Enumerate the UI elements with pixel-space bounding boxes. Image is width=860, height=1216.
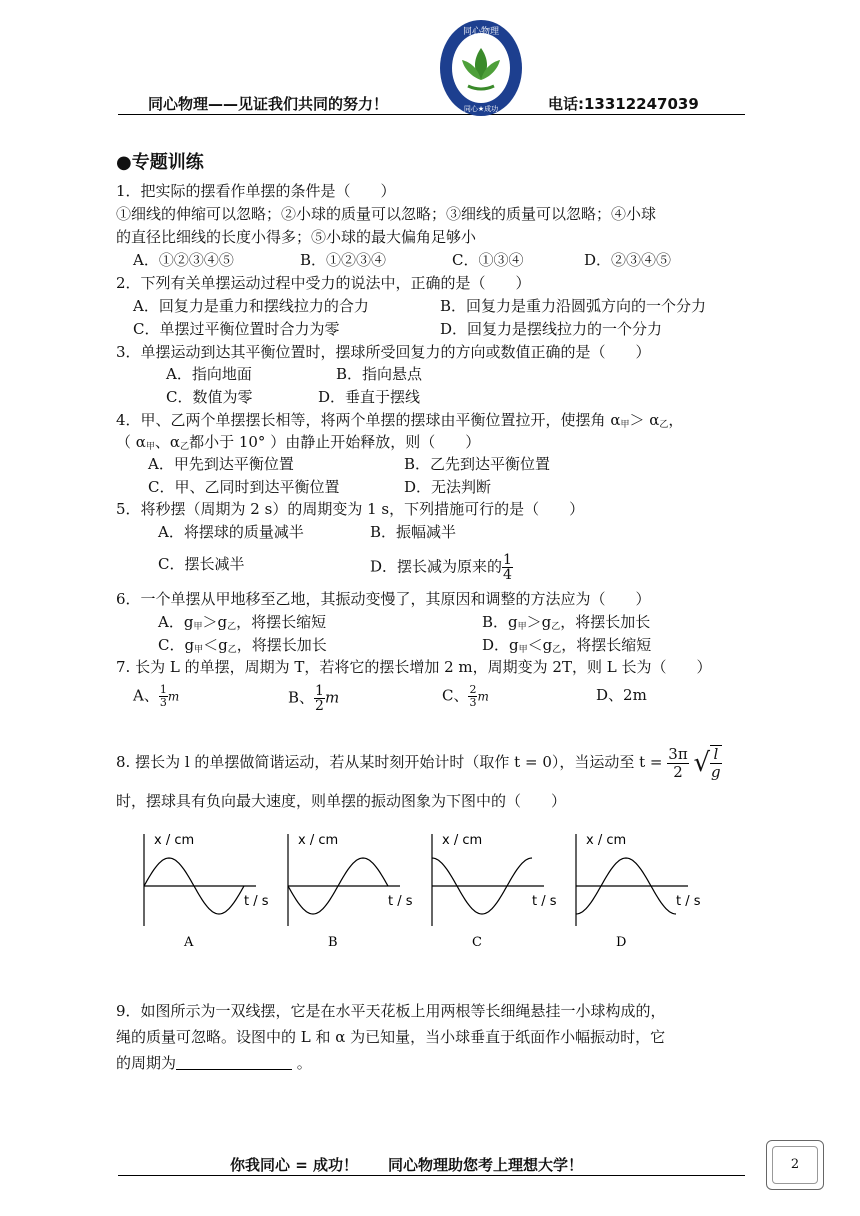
q5-option-b: B．振幅减半 <box>370 523 457 541</box>
q1-option-c: C．①③④ <box>452 251 524 269</box>
q9-line1: 9．如图所示为一双线摆，它是在水平天花板上用两根等长细绳悬挂一小球构成的， <box>116 1002 666 1020</box>
x-axis-label: t / s <box>676 894 701 909</box>
page-number: 2 <box>772 1146 818 1184</box>
q2-option-d: D．回复力是摆线拉力的一个分力 <box>440 320 663 338</box>
q1-line3: 的直径比细线的长度小得多；⑤小球的最大偏角足够小 <box>116 228 477 246</box>
y-axis-label: x / cm <box>442 833 483 848</box>
y-axis-label: x / cm <box>154 833 195 848</box>
q6-option-c: C．$g_甲<g_乙$，将摆长加长 <box>158 636 327 655</box>
q4-option-a: A．甲先到达平衡位置 <box>148 455 294 473</box>
q3-stem: 3．单摆运动到达其平衡位置时，摆球所受回复力的方向或数值正确的是（ ） <box>116 343 651 361</box>
q1-option-a: A．①②③④⑤ <box>133 251 234 269</box>
q7-option-a: A、 $\frac{1}{3}$ m <box>133 683 180 709</box>
graph-letter: A <box>184 935 194 950</box>
q6-option-a: A．$g_甲>g_乙$，将摆长缩短 <box>158 613 327 632</box>
header-rule <box>118 114 745 115</box>
logo-text-bottom: 同心★成功 <box>463 105 499 113</box>
q7-option-c: C、 $\frac{2}{3}$ m <box>442 683 489 709</box>
q1-option-d: D．②③④⑤ <box>584 251 672 269</box>
page-number-box <box>766 1140 824 1190</box>
q4-option-c: C．甲、乙同时到达平衡位置 <box>148 478 340 496</box>
y-axis-label: x / cm <box>298 833 339 848</box>
graph-D <box>576 833 701 950</box>
q1-option-b: B．①②③④ <box>300 251 387 269</box>
q4-option-b: B．乙先到达平衡位置 <box>404 455 551 473</box>
logo-text-top: 同心物理 <box>462 27 500 37</box>
q2-stem: 2．下列有关单摆运动过程中受力的说法中，正确的是（ ） <box>116 274 531 292</box>
footer-rule <box>118 1175 745 1176</box>
q7-stem: 7. 长为 L 的单摆，周期为 T，若将它的摆长增加 2 m，周期变为 2T，则 L 长为（ ） <box>116 658 712 676</box>
q6-stem: 6．一个单摆从甲地移至乙地，其振动变慢了，其原因和调整的方法应为（ ） <box>116 590 651 608</box>
q5-option-d: D．摆长减为原来的 $\frac{1}{4}$ <box>370 552 512 583</box>
x-axis-label: t / s <box>244 894 269 909</box>
graph-letter: B <box>328 935 338 950</box>
section-title: ●专题训练 <box>116 152 204 173</box>
q8-graph-figures <box>120 826 720 956</box>
q1-line2: ①细线的伸缩可以忽略；②小球的质量可以忽略；③细线的质量可以忽略；④小球 <box>116 205 657 223</box>
q1-stem: 1．把实际的摆看作单摆的条件是（ ） <box>116 182 396 200</box>
q4-stem: 4．甲、乙两个单摆摆长相等，将两个单摆的摆球由平衡位置拉开，使摆角 $\alpha_甲> \alpha_乙$， <box>116 411 684 430</box>
q9-answer-blank[interactable] <box>176 1053 292 1070</box>
q4-option-d: D．无法判断 <box>404 478 492 496</box>
q5-stem: 5．将秒摆（周期为 2 s）的周期变为 1 s，下列措施可行的是（ ） <box>116 500 585 518</box>
q7-option-b: B、 $\frac{1}{2}$ m <box>288 683 340 714</box>
graph-letter: D <box>616 935 627 950</box>
q3-option-a: A．指向地面 <box>166 365 252 383</box>
q6-option-b: B．$g_甲>g_乙$，将摆长加长 <box>482 613 651 632</box>
q7-option-d: D、2m <box>596 686 647 704</box>
footer-slogan: 你我同心 = 成功！ 同心物理助您考上理想大学！ <box>230 1156 584 1174</box>
graph-B <box>288 833 413 950</box>
q2-option-a: A．回复力是重力和摆线拉力的合力 <box>133 297 369 315</box>
q3-option-d: D．垂直于摆线 <box>318 388 421 406</box>
q8-stem: 8. 摆长为 l 的单摆做简谐运动，若从某时刻开始计时（取作 t = 0），当运动至 t = $\frac{3\pi}{2}$ √ $\frac{l}{g}$ <box>116 744 721 781</box>
header-slogan: 同心物理——见证我们共同的努力！ <box>148 95 389 113</box>
graph-C <box>432 833 557 950</box>
q2-option-c: C．单摆过平衡位置时合力为零 <box>133 320 340 338</box>
q3-option-c: C．数值为零 <box>166 388 253 406</box>
q3-option-b: B．指向悬点 <box>336 365 423 383</box>
y-axis-label: x / cm <box>586 833 627 848</box>
q5-option-c: C．摆长减半 <box>158 555 245 573</box>
q5-option-a: A．将摆球的质量减半 <box>158 523 304 541</box>
q9-line2: 绳的质量可忽略。设图中的 L 和 α 为已知量，当小球垂直于纸面作小幅振动时，它 <box>116 1028 666 1046</box>
x-axis-label: t / s <box>388 894 413 909</box>
q9-line3: 的周期为 。 <box>116 1054 312 1072</box>
logo <box>438 18 524 118</box>
q2-option-b: B．回复力是重力沿圆弧方向的一个分力 <box>440 297 707 315</box>
q6-option-d: D．$g_甲<g_乙$，将摆长缩短 <box>482 636 652 655</box>
graph-A <box>144 833 269 950</box>
graph-letter: C <box>472 935 482 950</box>
q8-line2: 时，摆球具有负向最大速度，则单摆的振动图象为下图中的（ ） <box>116 792 567 810</box>
header-phone: 电话:13312247039 <box>548 95 699 113</box>
x-axis-label: t / s <box>532 894 557 909</box>
q4-line2: （ $\alpha_甲$、$\alpha_乙$都小于 10° ）由静止开始释放，则（ ） <box>116 433 481 452</box>
